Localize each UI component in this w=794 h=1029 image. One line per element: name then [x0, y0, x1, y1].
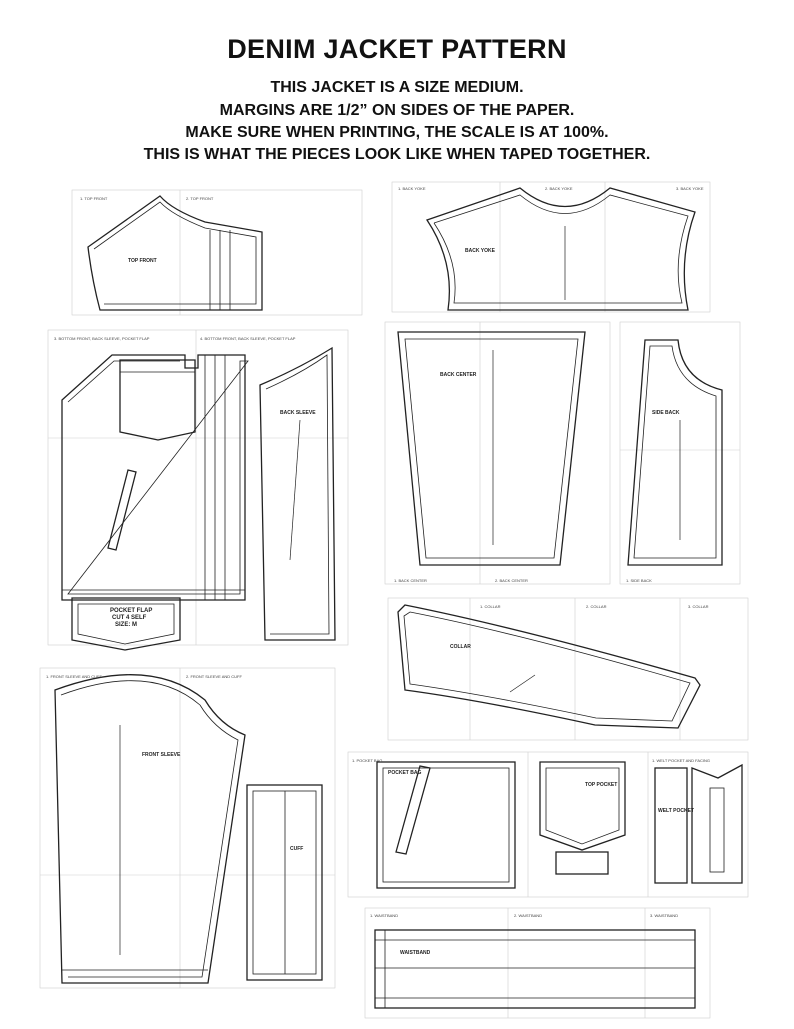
tile-label: 1. COLLAR [480, 604, 501, 609]
tile-label: 3. BACK YOKE [676, 186, 704, 191]
piece-label: CUFF [290, 846, 304, 852]
piece-collar [398, 605, 700, 728]
piece-back-center [398, 332, 585, 565]
piece-label: BACK CENTER [440, 372, 477, 378]
tile-label: 3. COLLAR [688, 604, 709, 609]
instruction-line-1: THIS JACKET IS A SIZE MEDIUM. [270, 79, 524, 96]
tile-label: 2. BACK CENTER [495, 578, 528, 583]
piece-side-back [628, 340, 722, 565]
tile-label: 3. BOTTOM FRONT, BACK SLEEVE, POCKET FLAP [54, 336, 150, 341]
instruction-line-2: MARGINS ARE 1/2” ON SIDES OF THE PAPER. [219, 102, 575, 119]
pocket-flap-size: SIZE: M [115, 622, 137, 628]
piece-label: FRONT SLEEVE [142, 752, 181, 758]
piece-pocket-bag [377, 762, 515, 888]
piece-label: BACK YOKE [465, 248, 495, 254]
piece-top-front [88, 196, 262, 310]
piece-label: COLLAR [450, 644, 471, 650]
tile-label: 2. TOP FRONT [186, 196, 214, 201]
tile-label: 1. WELT POCKET AND FACING [652, 758, 711, 763]
piece-top-pocket [540, 762, 625, 874]
piece-label: BACK SLEEVE [280, 410, 316, 416]
piece-waistband [375, 930, 695, 1008]
piece-label: WELT POCKET [658, 808, 695, 814]
piece-label: SIDE BACK [652, 410, 680, 416]
piece-cuff [247, 785, 322, 980]
tile-label: 3. WAISTBAND [650, 913, 679, 918]
tile-label: 2. WAISTBAND [514, 913, 543, 918]
piece-label: POCKET BAG [388, 770, 422, 776]
tile-label: 1. FRONT SLEEVE AND CUFF [46, 674, 102, 679]
pocket-flap-cut: CUT 4 SELF [112, 615, 147, 621]
piece-label: WAISTBAND [400, 950, 431, 956]
page-title: DENIM JACKET PATTERN [227, 34, 567, 64]
tile-label: 2. FRONT SLEEVE AND CUFF [186, 674, 242, 679]
piece-back-sleeve [260, 348, 335, 640]
piece-front-sleeve [55, 675, 245, 983]
piece-bottom-front [62, 355, 248, 600]
instruction-line-3: MAKE SURE WHEN PRINTING, THE SCALE IS AT 100%. [185, 124, 609, 141]
tile-label: 1. TOP FRONT [80, 196, 108, 201]
tile-label: 1. BACK YOKE [398, 186, 426, 191]
tile-label: 1. WAISTBAND [370, 913, 399, 918]
tile-label: 2. COLLAR [586, 604, 607, 609]
tile-label: 1. BACK CENTER [394, 578, 427, 583]
piece-welt-pocket [655, 765, 742, 883]
tile-label: 4. BOTTOM FRONT, BACK SLEEVE, POCKET FLAP [200, 336, 296, 341]
pocket-flap-label: POCKET FLAP [110, 608, 153, 614]
instruction-line-4: THIS IS WHAT THE PIECES LOOK LIKE WHEN TAPED TOGETHER. [143, 146, 651, 163]
piece-label: TOP FRONT [128, 258, 157, 264]
piece-label: TOP POCKET [585, 782, 618, 788]
tile-label: 1. POCKET BAG [352, 758, 383, 763]
tile-label: 2. BACK YOKE [545, 186, 573, 191]
tile-label: 1. SIDE BACK [626, 578, 652, 583]
